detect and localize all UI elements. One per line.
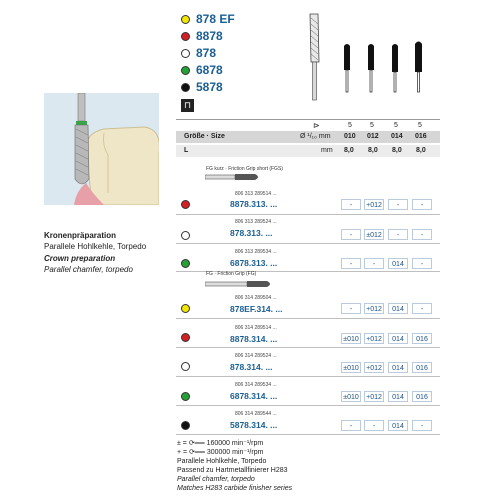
series-dot-black (181, 83, 190, 92)
row-color-dot (181, 231, 190, 240)
row-order-code: 878.313. ... (230, 228, 273, 238)
footer-line: Parallel chamfer, torpedo (177, 476, 255, 483)
small-bur-2 (368, 44, 374, 92)
row-size-cell: +012 (364, 362, 384, 373)
row-size-cell: 016 (412, 391, 432, 402)
size-cell: 016 (415, 133, 427, 140)
row-size-cell: - (412, 303, 432, 314)
small-bur-4 (415, 42, 422, 93)
row-color-dot (181, 200, 190, 209)
row-order-code: 6878.314. ... (230, 391, 278, 401)
series-dot-green (181, 66, 190, 75)
row-order-code: 8878.313. ... (230, 199, 278, 209)
row-size-cell: - (388, 229, 408, 240)
series-code: 8878 (196, 29, 223, 43)
speed-value: 160000 min⁻¹/rpm (206, 440, 264, 447)
row-color-dot (181, 259, 190, 268)
size-cell: 010 (344, 133, 356, 140)
row-size-cell: ±012 (364, 229, 384, 240)
size-cell: 012 (367, 133, 379, 140)
row-divider (176, 347, 440, 348)
row-size-cell: - (412, 420, 432, 431)
row-divider (176, 243, 440, 244)
row-order-code: 8878.314. ... (230, 334, 278, 344)
description-de-title: Kronenpräparation (44, 231, 117, 240)
row-divider (176, 376, 440, 377)
description-de-sub: Parallele Hohlkehle, Torpedo (44, 242, 147, 251)
row-color-dot (181, 421, 190, 430)
row-size-cell: - (341, 303, 361, 314)
series-dot-yellow (181, 15, 190, 24)
row-order-code: 5878.314. ... (230, 420, 278, 430)
shank-drawing-long (205, 279, 275, 289)
row-size-cell: - (412, 229, 432, 240)
row-ref-number: 806 313 289534 ... (235, 249, 277, 255)
speed-value: 300000 min⁻¹/rpm (206, 449, 264, 456)
row-color-dot (181, 333, 190, 342)
large-bur-drawing (310, 14, 319, 100)
series-dot-red (181, 32, 190, 41)
row-color-dot (181, 392, 190, 401)
speed-note-2 (177, 448, 263, 456)
row-size-cell: 016 (412, 333, 432, 344)
size-label: Größe · Size (184, 133, 225, 140)
footer-line: Passend zu Hartmetallfinierer H283 (177, 467, 288, 474)
row-size-cell: +012 (364, 199, 384, 210)
length-unit: mm (321, 147, 333, 154)
row-size-cell: - (341, 229, 361, 240)
row-size-cell: 014 (388, 333, 408, 344)
speed-note-1 (177, 439, 263, 447)
figure-icon: ⊓ (181, 99, 194, 112)
row-size-cell: 016 (412, 362, 432, 373)
row-ref-number: 806 314 289504 ... (235, 295, 277, 301)
length-cell: 8,0 (344, 147, 354, 154)
figure-cell: 5 (348, 122, 352, 129)
group-label: FG · Friction Grip (FG) (206, 271, 257, 277)
row-divider (176, 405, 440, 406)
row-size-cell: - (412, 258, 432, 269)
row-size-cell: +012 (364, 391, 384, 402)
row-size-cell: 014 (388, 258, 408, 269)
footer-line: Matches H283 carbide finisher series (177, 485, 293, 492)
row-color-dot (181, 304, 190, 313)
figure-type-icon: ⊳ (313, 121, 320, 130)
row-ref-number: 806 314 289514 ... (235, 325, 277, 331)
row-size-cell: +012 (364, 303, 384, 314)
row-order-code: 6878.313. ... (230, 258, 278, 268)
row-size-cell: - (364, 420, 384, 431)
row-divider (176, 318, 440, 319)
series-code: 878 EF (196, 12, 235, 26)
size-cell: 014 (391, 133, 403, 140)
row-ref-number: 806 313 289514 ... (235, 191, 277, 197)
series-code: 6878 (196, 63, 223, 77)
row-size-cell: +012 (364, 333, 384, 344)
figure-cell: 5 (394, 122, 398, 129)
shank-drawing-short (205, 172, 265, 182)
row-size-cell: - (412, 199, 432, 210)
row-ref-number: 806 314 289524 ... (235, 353, 277, 359)
small-bur-3 (392, 44, 398, 92)
small-bur-1 (344, 44, 350, 92)
length-label: L (184, 147, 189, 154)
description-en-sub: Parallel chamfer, torpedo (44, 265, 133, 274)
description-en-title: Crown preparation (44, 254, 116, 263)
length-cell: 8,0 (392, 147, 402, 154)
row-color-dot (181, 362, 190, 371)
row-size-cell: - (341, 199, 361, 210)
speed-symbol-icon: + = ⟳══ (177, 449, 205, 456)
row-order-code: 878EF.314. ... (230, 304, 283, 314)
row-size-cell: - (364, 258, 384, 269)
series-code: 878 (196, 46, 217, 60)
row-ref-number: 806 314 289544 ... (235, 411, 277, 417)
length-cell: 8,0 (416, 147, 426, 154)
preparation-photo (44, 93, 159, 205)
series-dot-white (181, 49, 190, 58)
row-ref-number: 806 314 289534 ... (235, 382, 277, 388)
group-label: FG kurz · Friction Grip short (FGS) (206, 166, 283, 172)
length-cell: 8,0 (368, 147, 378, 154)
row-size-cell: 014 (388, 303, 408, 314)
row-divider (176, 214, 440, 215)
row-size-cell: 014 (388, 362, 408, 373)
row-size-cell: - (388, 199, 408, 210)
row-size-cell: ±010 (341, 362, 361, 373)
size-unit: Ø ¹/₁₀ mm (300, 133, 331, 140)
figure-cell: 5 (418, 122, 422, 129)
figure-cell: 5 (370, 122, 374, 129)
row-size-cell: 014 (388, 391, 408, 402)
row-size-cell: 014 (388, 420, 408, 431)
row-ref-number: 806 313 289524 ... (235, 219, 277, 225)
row-size-cell: ±010 (341, 391, 361, 402)
table-header-top-line (176, 119, 440, 120)
bur-illustrations (296, 12, 436, 102)
row-size-cell: - (341, 258, 361, 269)
row-divider (176, 434, 440, 435)
series-code: 5878 (196, 80, 223, 94)
speed-symbol-icon: ± = ⟳══ (177, 440, 205, 447)
row-size-cell: - (341, 420, 361, 431)
footer-line: Parallele Hohlkehle, Torpedo (177, 458, 267, 465)
row-size-cell: ±010 (341, 333, 361, 344)
row-order-code: 878.314. ... (230, 362, 273, 372)
